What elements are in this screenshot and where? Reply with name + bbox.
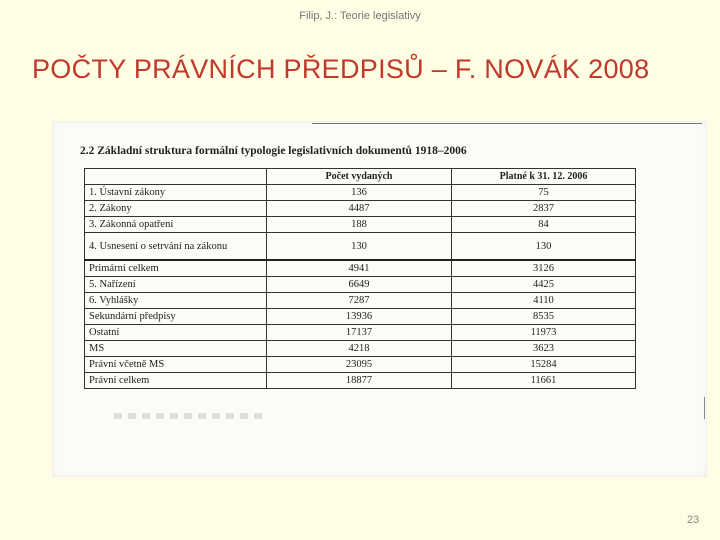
table-row — [85, 293, 636, 309]
row-valid: 3623 — [452, 341, 636, 357]
row-issued: 7287 — [267, 293, 452, 309]
row-issued: 4941 — [267, 260, 452, 277]
row-label: Právní včetně MS — [85, 357, 267, 373]
row-valid: 4425 — [452, 277, 636, 293]
table-header-row — [85, 169, 636, 185]
row-label: Právní celkem — [85, 373, 267, 389]
table-row — [85, 373, 636, 389]
table-caption: 2.2 Základní struktura formální typologie legislativních dokumentů 1918–2006 — [80, 145, 467, 157]
row-label: Ostatní — [85, 325, 267, 341]
side-mark — [704, 397, 705, 419]
row-issued: 130 — [267, 233, 452, 261]
row-issued: 17137 — [267, 325, 452, 341]
row-label: 3. Zákonná opatření — [85, 217, 267, 233]
row-label: MS — [85, 341, 267, 357]
row-issued: 6649 — [267, 277, 452, 293]
scan-footnote-artifact — [114, 413, 264, 419]
row-label: 2. Zákony — [85, 201, 267, 217]
scanned-table-image — [52, 121, 707, 477]
row-valid: 11661 — [452, 373, 636, 389]
header-empty — [85, 169, 267, 185]
row-issued: 136 — [267, 185, 452, 201]
table-row — [85, 217, 636, 233]
row-issued: 18877 — [267, 373, 452, 389]
row-valid: 11973 — [452, 325, 636, 341]
page-number: 23 — [687, 514, 700, 526]
row-valid: 15284 — [452, 357, 636, 373]
table-row — [85, 277, 636, 293]
row-valid: 3126 — [452, 260, 636, 277]
slide-title: POČTY PRÁVNÍCH PŘEDPISŮ – F. NOVÁK 2008 — [32, 54, 650, 84]
row-label: Primární celkem — [85, 260, 267, 277]
header-valid: Platné k 31. 12. 2006 — [452, 169, 636, 185]
row-issued: 13936 — [267, 309, 452, 325]
row-issued: 188 — [267, 217, 452, 233]
row-label: Sekundární předpisy — [85, 309, 267, 325]
row-issued: 4487 — [267, 201, 452, 217]
row-issued: 23095 — [267, 357, 452, 373]
row-label: 6. Vyhlášky — [85, 293, 267, 309]
row-valid: 4110 — [452, 293, 636, 309]
row-label: 1. Ústavní zákony — [85, 185, 267, 201]
row-valid: 8535 — [452, 309, 636, 325]
legislation-table — [84, 168, 636, 389]
header-note: Filip, J.: Teorie legislativy — [299, 10, 421, 22]
row-label: 4. Usnesení o setrvání na zákonu — [85, 233, 267, 261]
table-row — [85, 325, 636, 341]
row-issued: 4218 — [267, 341, 452, 357]
scan-top-line — [312, 123, 702, 124]
table-row — [85, 341, 636, 357]
row-valid: 130 — [452, 233, 636, 261]
table-row — [85, 357, 636, 373]
row-label: 5. Nařízení — [85, 277, 267, 293]
table-row — [85, 260, 636, 277]
header-issued: Počet vydaných — [267, 169, 452, 185]
table-row — [85, 185, 636, 201]
row-valid: 75 — [452, 185, 636, 201]
row-valid: 84 — [452, 217, 636, 233]
row-valid: 2837 — [452, 201, 636, 217]
table-row — [85, 233, 636, 261]
table-row — [85, 201, 636, 217]
table-row — [85, 309, 636, 325]
